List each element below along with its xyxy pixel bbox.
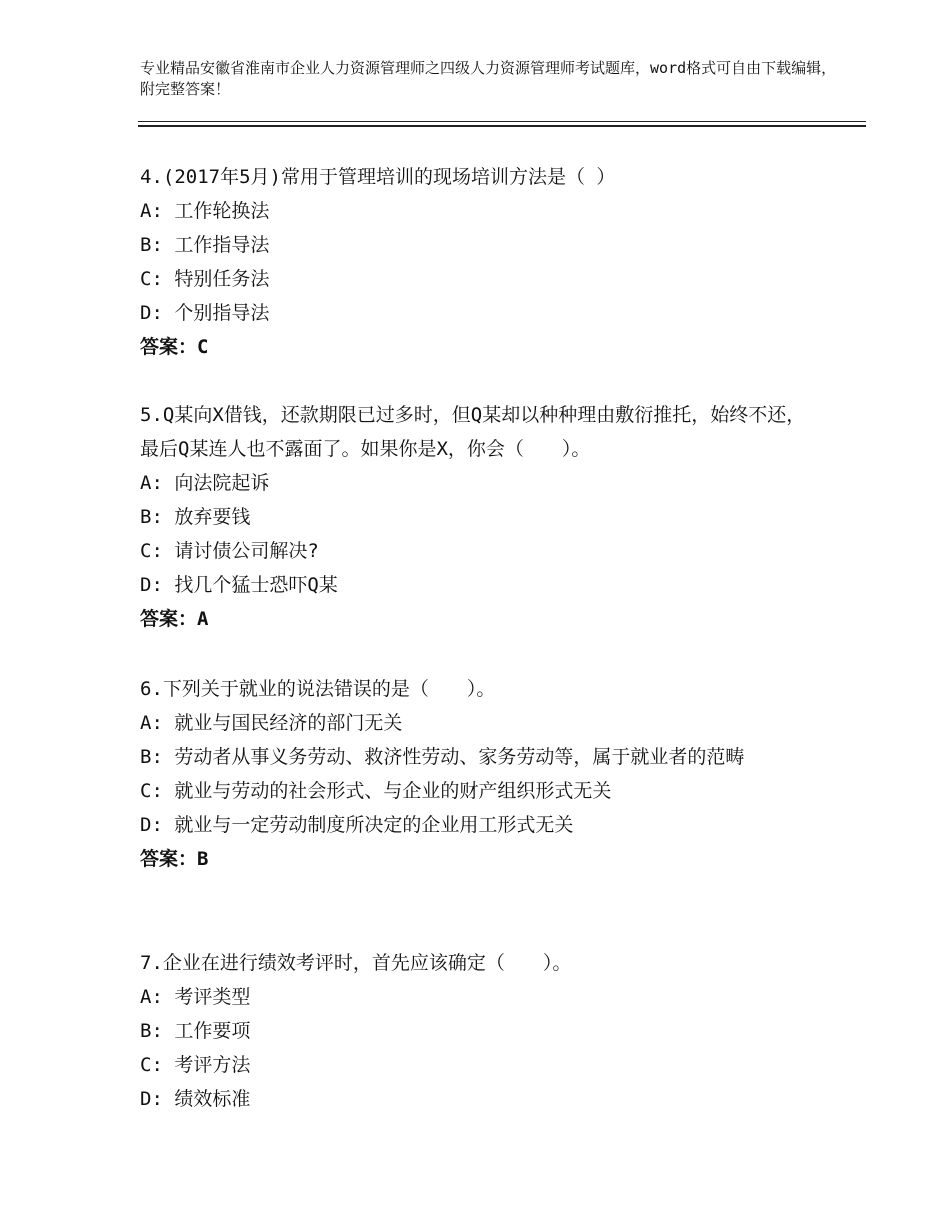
question-stem: 7.企业在进行绩效考评时，首先应该确定（ ）。 [140, 952, 572, 974]
option-b: B: 工作要项 [140, 1020, 251, 1042]
question-6 [140, 672, 820, 876]
header-divider-thin [138, 121, 866, 122]
option-c: C: 请讨债公司解决? [140, 540, 319, 562]
option-a: A: 考评类型 [140, 986, 251, 1008]
option-b: B: 劳动者从事义务劳动、救济性劳动、家务劳动等，属于就业者的范畴 [140, 746, 745, 768]
option-d: D: 绩效标准 [140, 1088, 251, 1110]
answer-value: B [197, 848, 209, 870]
answer-value: A [197, 608, 209, 630]
answer-label: 答案： [140, 848, 198, 870]
answer-line [140, 330, 820, 364]
answer-label: 答案： [140, 336, 198, 358]
option-b: B: 工作指导法 [140, 234, 270, 256]
option-b: B: 放弃要钱 [140, 506, 251, 528]
answer-label: 答案： [140, 608, 198, 630]
option-c: C: 就业与劳动的社会形式、与企业的财产组织形式无关 [140, 780, 612, 802]
question-stem: 4.(2017年5月)常用于管理培训的现场培训方法是（ ） [140, 166, 616, 188]
question-4 [140, 160, 820, 364]
question-stem: 6.下列关于就业的说法错误的是（ ）。 [140, 678, 496, 700]
option-d: D: 找几个猛士恐吓Q某 [140, 574, 338, 596]
question-5 [140, 398, 820, 636]
question-7 [140, 946, 820, 1116]
question-stem: 5.Q某向X借钱，还款期限已过多时，但Q某却以种种理由敷衍推托，始终不还，最后Q某连人也不露面了。如果你是X，你会（ ）。 [140, 404, 806, 460]
option-a: A: 向法院起诉 [140, 472, 270, 494]
answer-value: C [197, 336, 209, 358]
option-a: A: 就业与国民经济的部门无关 [140, 712, 403, 734]
answer-line [140, 602, 820, 636]
option-c: C: 考评方法 [140, 1054, 251, 1076]
answer-line [140, 842, 820, 876]
document-header: 专业精品安徽省淮南市企业人力资源管理师之四级人力资源管理师考试题库，word格式可自由下载编辑，附完整答案！ [140, 59, 837, 98]
option-c: C: 特别任务法 [140, 268, 270, 290]
option-a: A: 工作轮换法 [140, 200, 270, 222]
option-d: D: 个别指导法 [140, 302, 270, 324]
header-divider-thick [138, 125, 866, 127]
option-d: D: 就业与一定劳动制度所决定的企业用工形式无关 [140, 814, 574, 836]
